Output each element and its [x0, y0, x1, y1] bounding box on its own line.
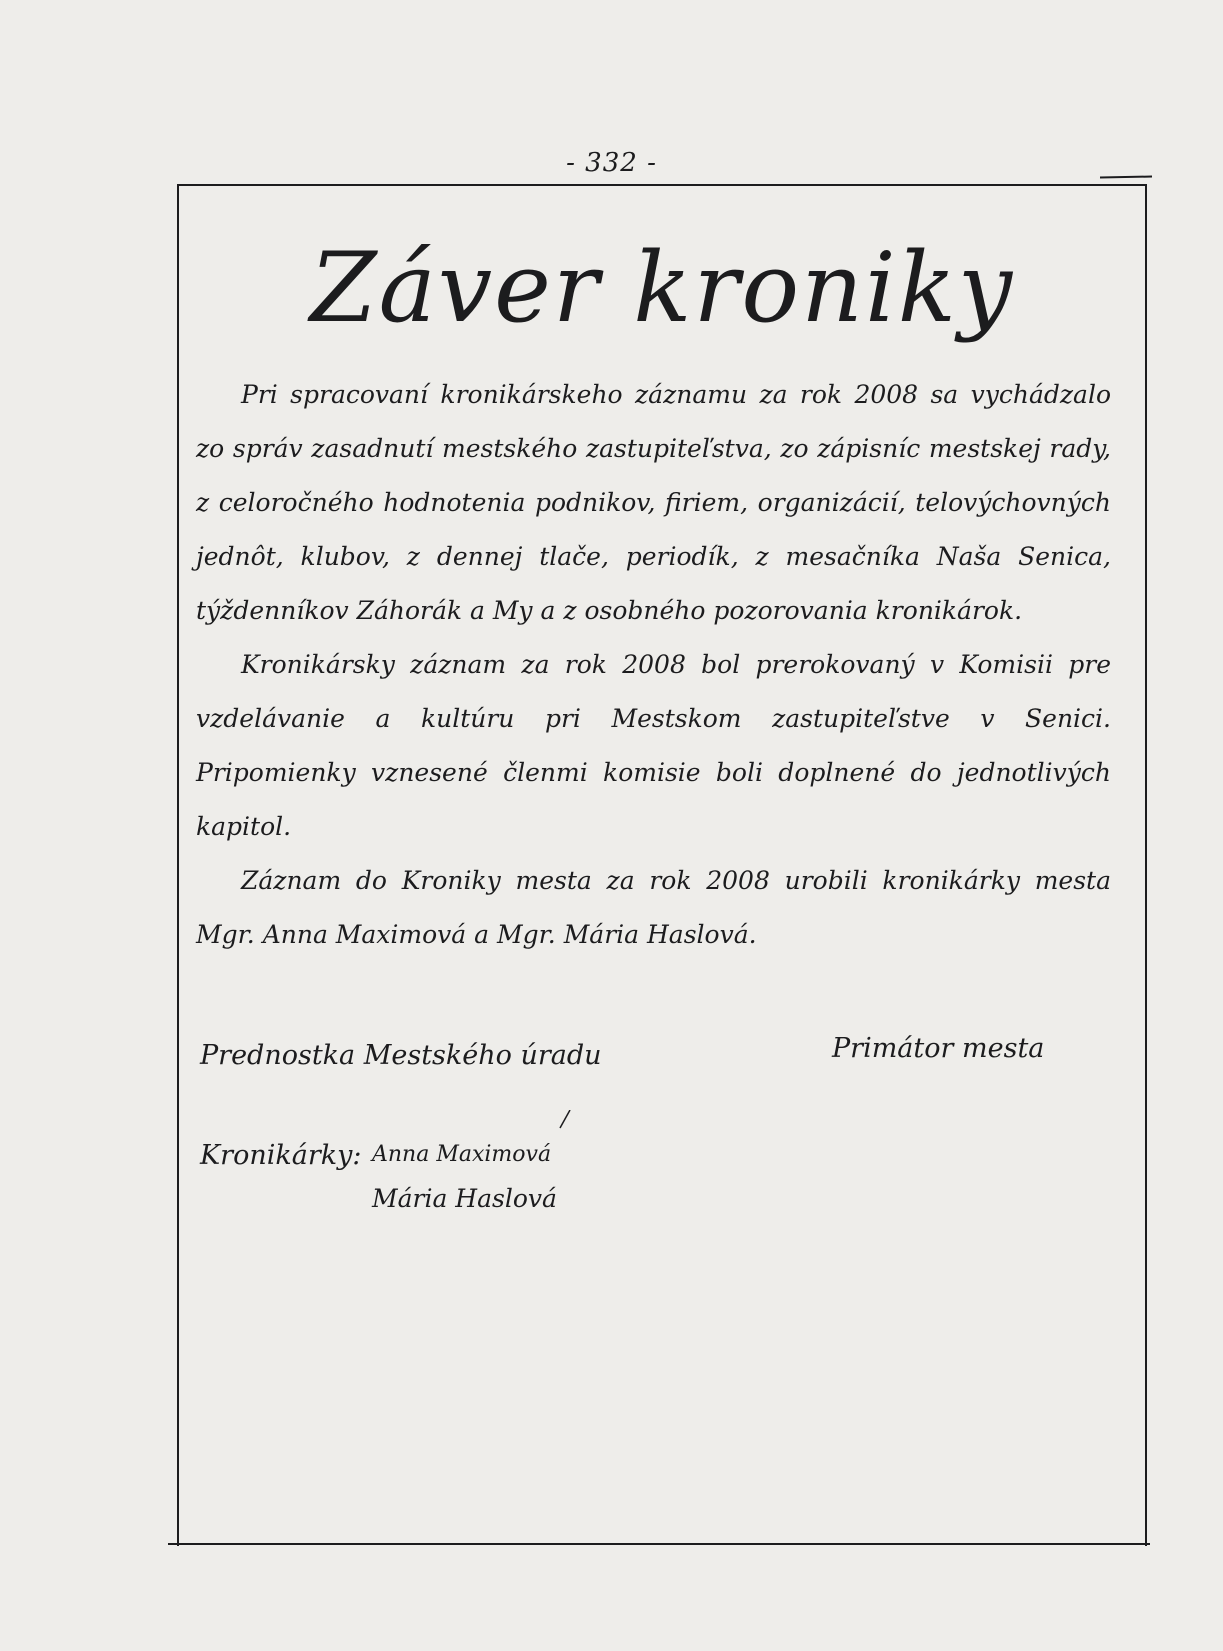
frame-bottom-line [168, 1543, 1150, 1545]
frame-line [1100, 176, 1152, 179]
signature-label-office-head: Prednostka Mestského úradu [200, 1040, 602, 1071]
paragraph: Záznam do Kroniky mesta za rok 2008 urobili kronikárky mesta Mgr. Anna Maximová a Mgr. Mária Haslová. [196, 866, 1111, 949]
paragraph: Kronikársky záznam za rok 2008 bol prerokovaný v Komisii pre vzdelávanie a kultúru pri Mestskom zastupiteľstve v Senici. Pripomienky vznesené členmi komisie boli doplnené do jednotlivých kapitol. [196, 650, 1111, 841]
page-number: - 332 - [566, 148, 657, 178]
chronicler-signature-1: Anna Maximová [372, 1142, 552, 1167]
document-body [196, 368, 1111, 962]
paragraph: Pri spracovaní kronikárskeho záznamu za rok 2008 sa vychádzalo zo správ zasadnutí mestského zastupiteľstva, zo zápisníc mestskej rady, z celoročného hodnotenia podnikov, firiem, organizácií, telovýchovných jednôt, klubov, z dennej tlače, periodík, z mesačníka Naša Senica, týždenníkov Záhorák a My a z osobného pozorovania kronikárok. [196, 380, 1111, 625]
chroniclers-label: Kronikárky: [200, 1140, 362, 1171]
document-title: Záver kroniky [309, 232, 1015, 344]
signature-label-mayor: Primátor mesta [832, 1033, 1045, 1064]
chronicler-signature-2: Mária Haslová [372, 1184, 557, 1213]
